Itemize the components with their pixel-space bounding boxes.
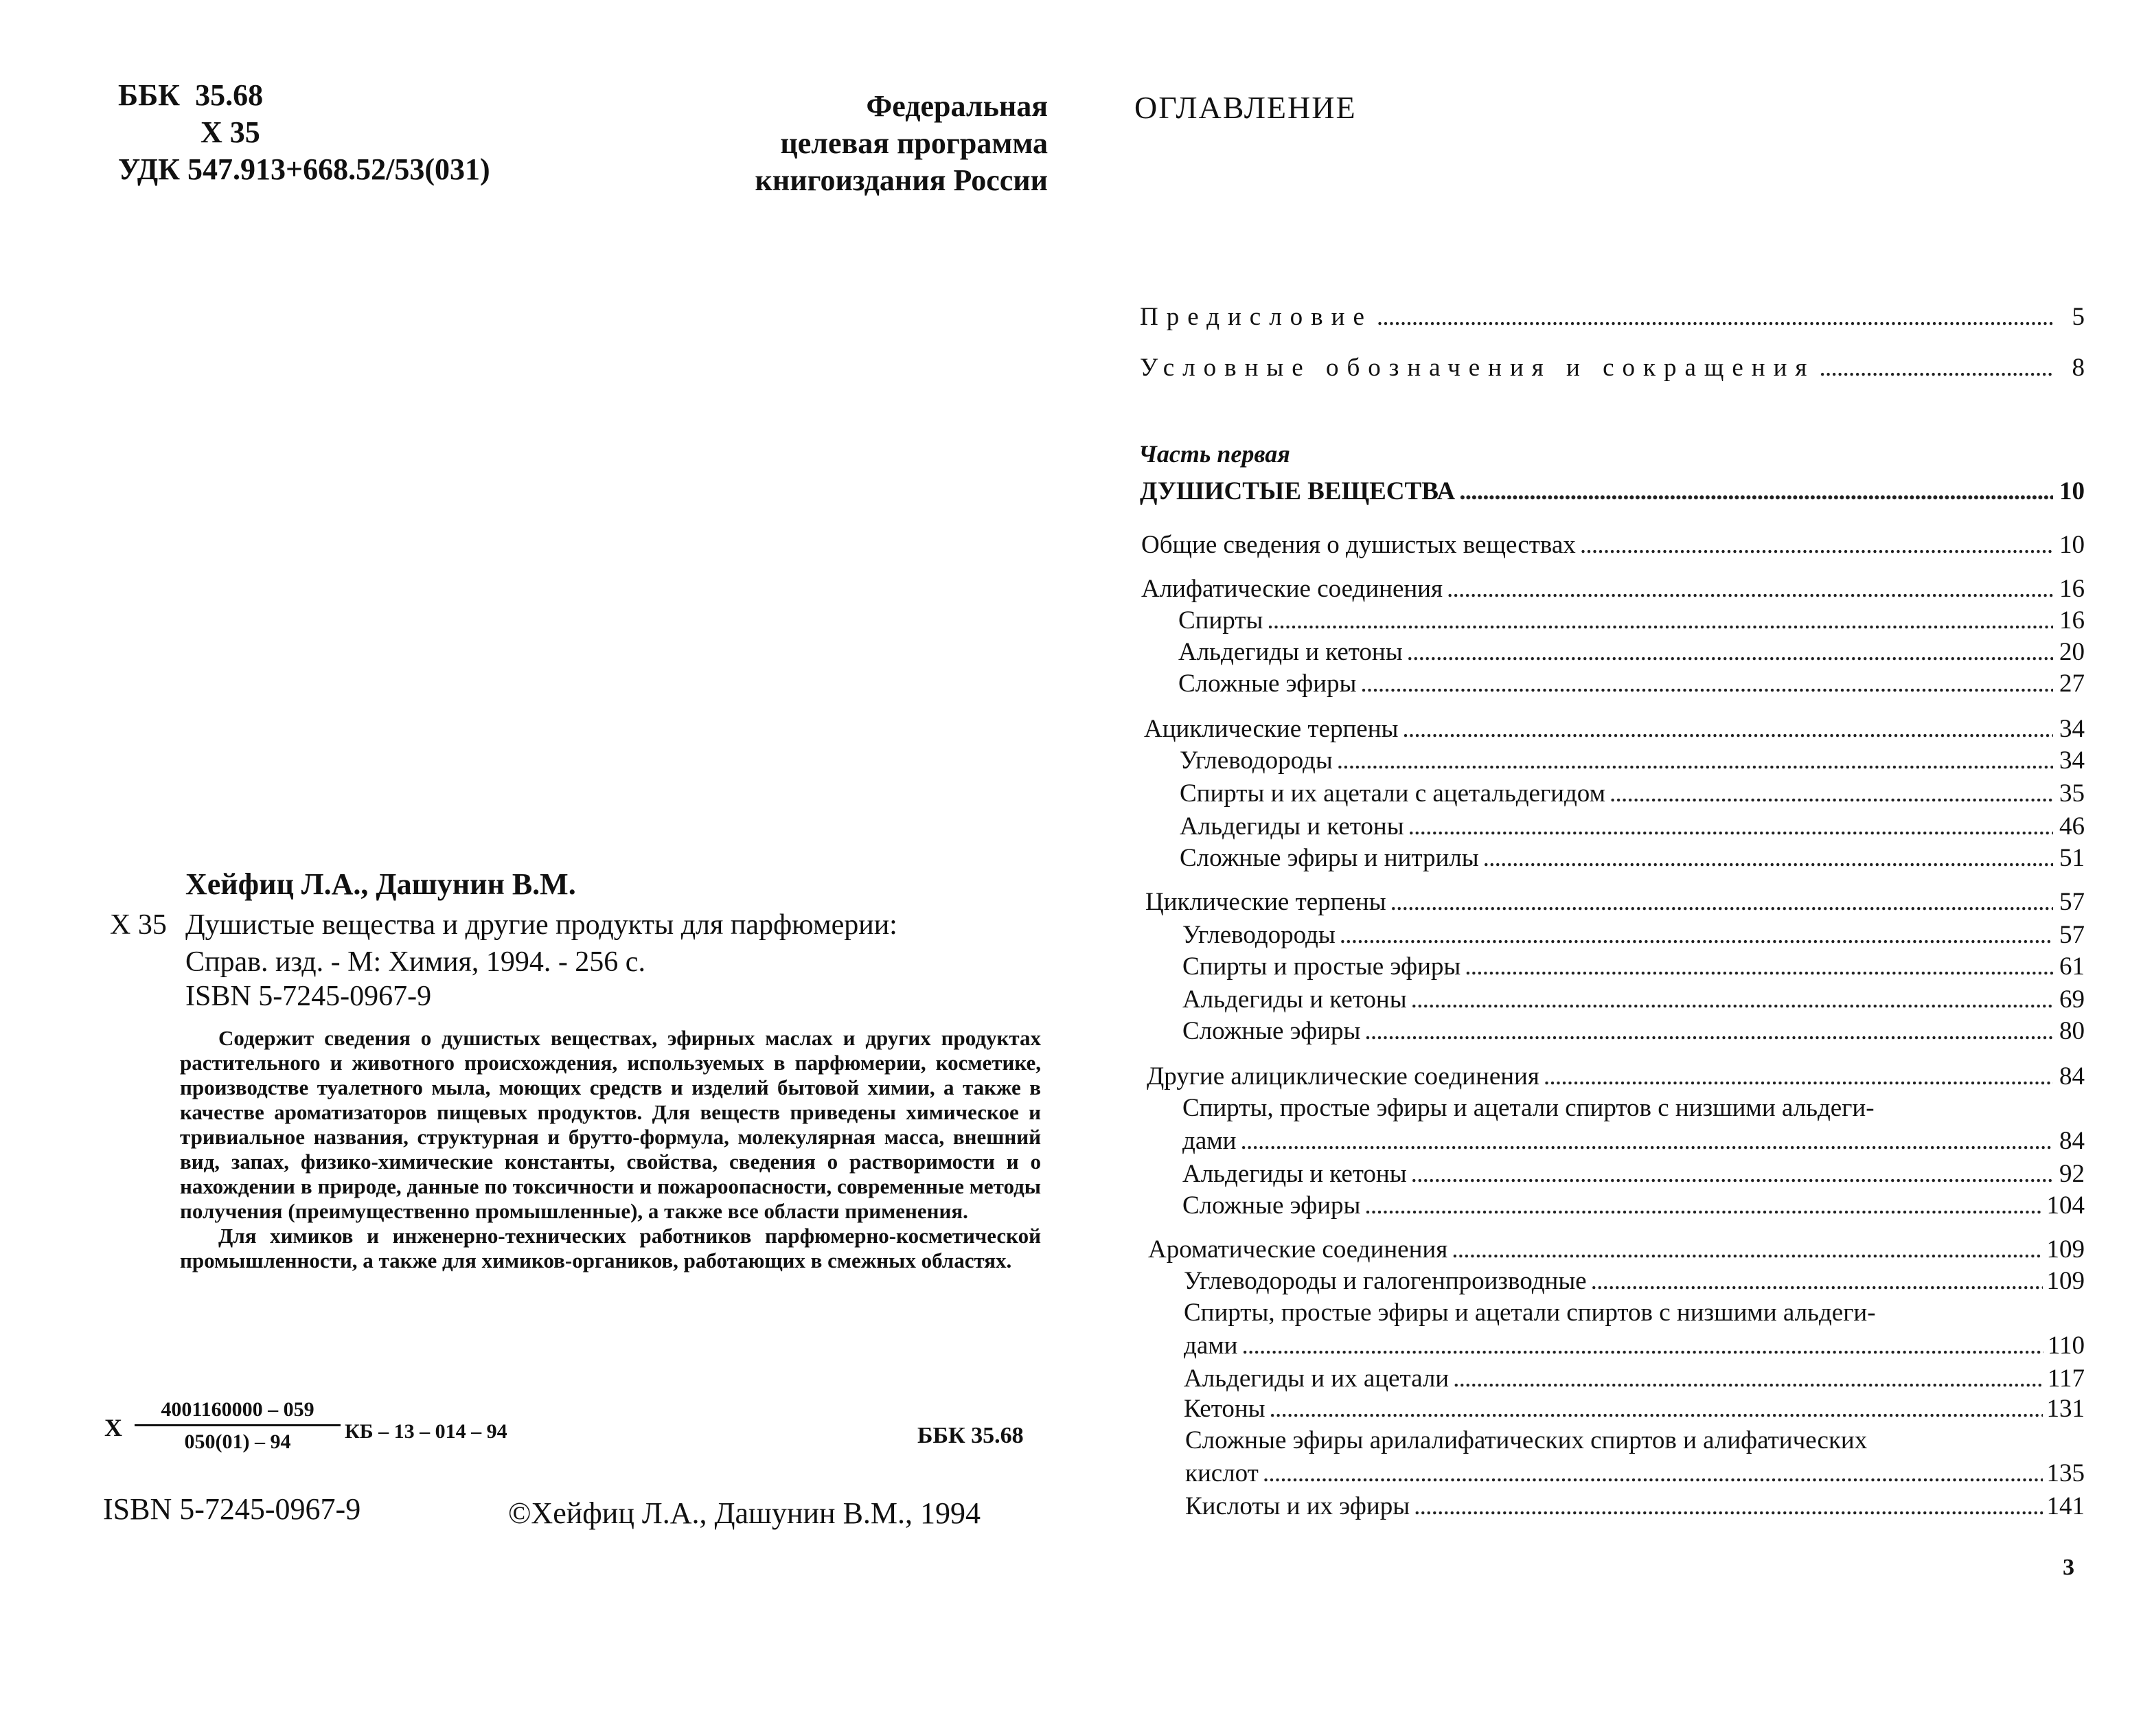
toc-entry-page: 57 [2059, 921, 2085, 949]
toc-entry-label: Спирты и простые эфиры [1182, 952, 1461, 981]
toc-entry[interactable] [1182, 920, 2085, 952]
toc-entry[interactable] [1182, 1126, 2085, 1158]
toc-entry-label: Общие сведения о душистых веществах [1141, 531, 1576, 559]
toc-entry[interactable] [1148, 1235, 2085, 1266]
toc-leader-dots [1408, 812, 2053, 841]
toc-entry[interactable] [1185, 1492, 2085, 1523]
bibliographic-codes [118, 77, 490, 188]
toc-entry[interactable] [1182, 1016, 2085, 1048]
catalog-index-fraction [135, 1398, 341, 1454]
isbn: ISBN 5-7245-0967-9 [185, 981, 432, 1012]
toc-entry-label: Спирты и их ацетали с ацетальдегидом [1180, 779, 1605, 808]
toc-entry-page: 10 [2059, 477, 2085, 505]
toc-entry-label: дами [1184, 1332, 1238, 1360]
toc-entry-page: 20 [2059, 638, 2085, 666]
toc-leader-dots [1591, 1266, 2043, 1296]
toc-entry-page: 109 [2046, 1267, 2085, 1295]
bbk-author-code: Х 35 [201, 115, 260, 149]
toc-leader-dots [1263, 1459, 2043, 1488]
toc-entry[interactable] [1178, 637, 2085, 669]
toc-leader-dots [1377, 302, 2053, 332]
toc-entry[interactable] [1180, 843, 2085, 875]
toc-entry[interactable] [1184, 1266, 2085, 1298]
toc-leader-dots [1819, 353, 2053, 382]
udk-code: УДК 547.913+668.52/53(031) [118, 152, 490, 186]
annotation-paragraph: Для химиков и инженерно-технических работников парфюмерно-косметической промышленности, а также для химиков-органиков, работающих в смежных областях. [180, 1224, 1041, 1272]
toc-entry-label: Алифатические соединения [1141, 575, 1443, 603]
toc-entry-page: 135 [2046, 1459, 2085, 1487]
index-x: Х [104, 1414, 122, 1441]
toc-entry-label: Циклические терпены [1145, 888, 1386, 916]
toc-entry-page: 141 [2046, 1492, 2085, 1520]
annotation-paragraph: Содержит сведения о душистых веществах, эфирных маслах и других продуктах растительного и животного происхождения, используемых в парфюмерии, косметике, производстве туалетного мыла, моющих средств и изделий бытовой химии, а также в качестве ароматизаторов пищевых продуктов. Для веществ приведены химическое и тривиальное названия, структурная и брутто-формула, молекулярная масса, внешний вид, запах, физико-химические константы, свойства, сведения о растворимости и о нахождении в природе, данные по токсичности и пожароопасности, современные методы получения (преимущественно промышленные), а также все области применения. [180, 1026, 1041, 1223]
toc-leader-dots [1483, 843, 2053, 873]
toc-leader-dots [1544, 1062, 2053, 1091]
toc-entry-label: Предисловие [1140, 303, 1373, 331]
toc-entry-page: 8 [2072, 354, 2085, 382]
toc-leader-dots [1580, 530, 2053, 560]
toc-entry[interactable] [1145, 887, 2085, 919]
toc-leader-dots [1452, 1235, 2042, 1264]
toc-entry-label: дами [1182, 1127, 1237, 1155]
toc-leader-dots [1447, 574, 2053, 604]
toc-leader-dots [1453, 1364, 2043, 1393]
toc-entry[interactable] [1178, 669, 2085, 700]
toc-entry-page: 16 [2059, 575, 2085, 603]
toc-entry[interactable] [1180, 812, 2085, 843]
toc-leader-dots [1414, 1492, 2042, 1521]
toc-entry[interactable] [1184, 1331, 2085, 1362]
toc-leader-dots [1267, 606, 2053, 635]
book-author: Хейфиц Л.А., Дашунин В.М. [185, 867, 576, 901]
toc-leader-dots [1407, 637, 2053, 667]
toc-leader-dots [1364, 1191, 2042, 1220]
copyright: ©Хейфиц Л.А., Дашунин В.М., 1994 [508, 1496, 981, 1530]
toc-entry-page: 131 [2046, 1395, 2085, 1423]
toc-entry-label: Сложные эфиры [1182, 1191, 1361, 1220]
page-number: 3 [2063, 1555, 2074, 1580]
toc-entry-line1: Спирты, простые эфиры и ацетали спиртов с низшими альдеги- [1184, 1299, 1876, 1327]
toc-entry[interactable] [1141, 530, 2085, 562]
publication-info: Справ. изд. - М: Химия, 1994. - 256 с. [185, 946, 645, 978]
toc-entry-page: 5 [2072, 303, 2085, 331]
toc-entry-label: кислот [1185, 1459, 1259, 1487]
toc-entry-page: 80 [2059, 1017, 2085, 1045]
toc-entry-page: 10 [2059, 531, 2085, 559]
toc-entry-label: Альдегиды и кетоны [1182, 1160, 1407, 1188]
toc-entry-label: Сложные эфиры и нитрилы [1180, 844, 1479, 872]
toc-entry-page: 46 [2059, 812, 2085, 841]
book-title: Душистые вещества и другие продукты для парфюмерии: [185, 909, 897, 941]
toc-entry-page: 84 [2059, 1127, 2085, 1155]
federal-program-note: Федеральная целевая программа книгоиздания России [755, 89, 1048, 197]
toc-entry[interactable] [1140, 302, 2085, 334]
toc-leader-dots [1411, 1159, 2053, 1189]
toc-leader-dots [1337, 746, 2053, 775]
shelf-code: Х 35 [110, 909, 167, 941]
toc-entry-page: 61 [2059, 952, 2085, 981]
toc-entry-label: Сложные эфиры [1178, 670, 1357, 698]
toc-entry-label: Углеводороды [1180, 746, 1333, 775]
toc-entry-page: 117 [2047, 1364, 2085, 1393]
toc-leader-dots [1364, 1016, 2053, 1046]
toc-entry-label: Кетоны [1184, 1395, 1266, 1423]
toc-entry-page: 27 [2059, 670, 2085, 698]
toc-entry[interactable] [1140, 477, 2085, 508]
toc-entry-page: 16 [2059, 606, 2085, 635]
toc-entry[interactable] [1184, 1364, 2085, 1395]
toc-entry-label: Кислоты и их эфиры [1185, 1492, 1410, 1520]
toc-entry[interactable] [1180, 746, 2085, 777]
book-title-line [110, 906, 1057, 944]
toc-entry-page: 34 [2059, 746, 2085, 775]
toc-entry-label: Альдегиды и их ацетали [1184, 1364, 1450, 1393]
toc-entry[interactable] [1182, 1191, 2085, 1222]
toc-entry-page: 109 [2046, 1235, 2085, 1264]
toc-heading: ОГЛАВЛЕНИЕ [1134, 90, 1357, 125]
toc-entry-page: 84 [2059, 1062, 2085, 1090]
toc-entry[interactable] [1182, 1159, 2085, 1191]
toc-entry-line1: Сложные эфиры арилалифатических спиртов и алифатических [1185, 1426, 1868, 1454]
toc-entry-label: ДУШИСТЫЕ ВЕЩЕСТВА [1140, 477, 1456, 505]
toc-leader-dots [1241, 1331, 2043, 1360]
toc-entry[interactable] [1182, 985, 2085, 1016]
toc-entry[interactable] [1178, 606, 2085, 637]
toc-entry-label: Альдегиды и кетоны [1182, 985, 1407, 1014]
toc-leader-dots [1465, 952, 2053, 981]
toc-entry-page: 51 [2059, 844, 2085, 872]
toc-leader-dots [1390, 887, 2053, 917]
toc-entry[interactable] [1180, 779, 2085, 810]
toc-entry-page: 57 [2059, 888, 2085, 916]
toc-entry-page: 34 [2059, 715, 2085, 743]
toc-leader-dots [1411, 985, 2053, 1014]
toc-entry-label: Альдегиды и кетоны [1178, 638, 1403, 666]
toc-entry-label: Сложные эфиры [1182, 1017, 1361, 1045]
toc-entry-label: Ациклические терпены [1144, 715, 1399, 743]
toc-entry-page: 104 [2046, 1191, 2085, 1220]
toc-leader-dots [1360, 669, 2053, 698]
toc-entry-label: Условные обозначения и сокращения [1140, 354, 1816, 382]
index-numerator: 4001160000 – 059 [135, 1398, 341, 1426]
toc-entry-page: 35 [2059, 779, 2085, 808]
bbk-code: ББК 35.68 [118, 78, 264, 112]
toc-entry-label: Углеводороды [1182, 921, 1336, 949]
toc-entry-page: 110 [2047, 1332, 2085, 1360]
toc-entry[interactable] [1182, 952, 2085, 983]
toc-entry-page: 69 [2059, 985, 2085, 1014]
bbk-bottom: ББК 35.68 [917, 1423, 1024, 1448]
toc-leader-dots [1459, 477, 2053, 506]
toc-entry[interactable] [1184, 1394, 2085, 1426]
index-denominator: 050(01) – 94 [184, 1430, 291, 1453]
toc-leader-dots [1240, 1126, 2053, 1156]
toc-entry[interactable] [1141, 574, 2085, 606]
toc-leader-dots [1340, 920, 2053, 950]
toc-entry-label: Углеводороды и галогенпроизводные [1184, 1267, 1587, 1295]
toc-entry-label: Ароматические соединения [1148, 1235, 1448, 1264]
toc-entry-label: Альдегиды и кетоны [1180, 812, 1404, 841]
toc-entry[interactable] [1147, 1062, 2085, 1093]
toc-leader-dots [1402, 714, 2053, 744]
index-kb: КБ – 13 – 014 – 94 [345, 1420, 507, 1443]
toc-entry-label: Другие алициклические соединения [1147, 1062, 1539, 1090]
part-label: Часть первая [1138, 440, 1290, 468]
toc-entry-page: 92 [2059, 1160, 2085, 1188]
annotation [180, 1026, 1041, 1273]
isbn-bottom: ISBN 5-7245-0967-9 [103, 1492, 361, 1526]
toc-entry[interactable] [1144, 714, 2085, 746]
toc-entry[interactable] [1140, 353, 2085, 385]
toc-entry-label: Спирты [1178, 606, 1263, 635]
toc-leader-dots [1610, 779, 2053, 808]
toc-leader-dots [1270, 1394, 2043, 1424]
toc-entry[interactable] [1185, 1459, 2085, 1490]
toc-entry-line1: Спирты, простые эфиры и ацетали спиртов с низшими альдеги- [1182, 1094, 1875, 1122]
